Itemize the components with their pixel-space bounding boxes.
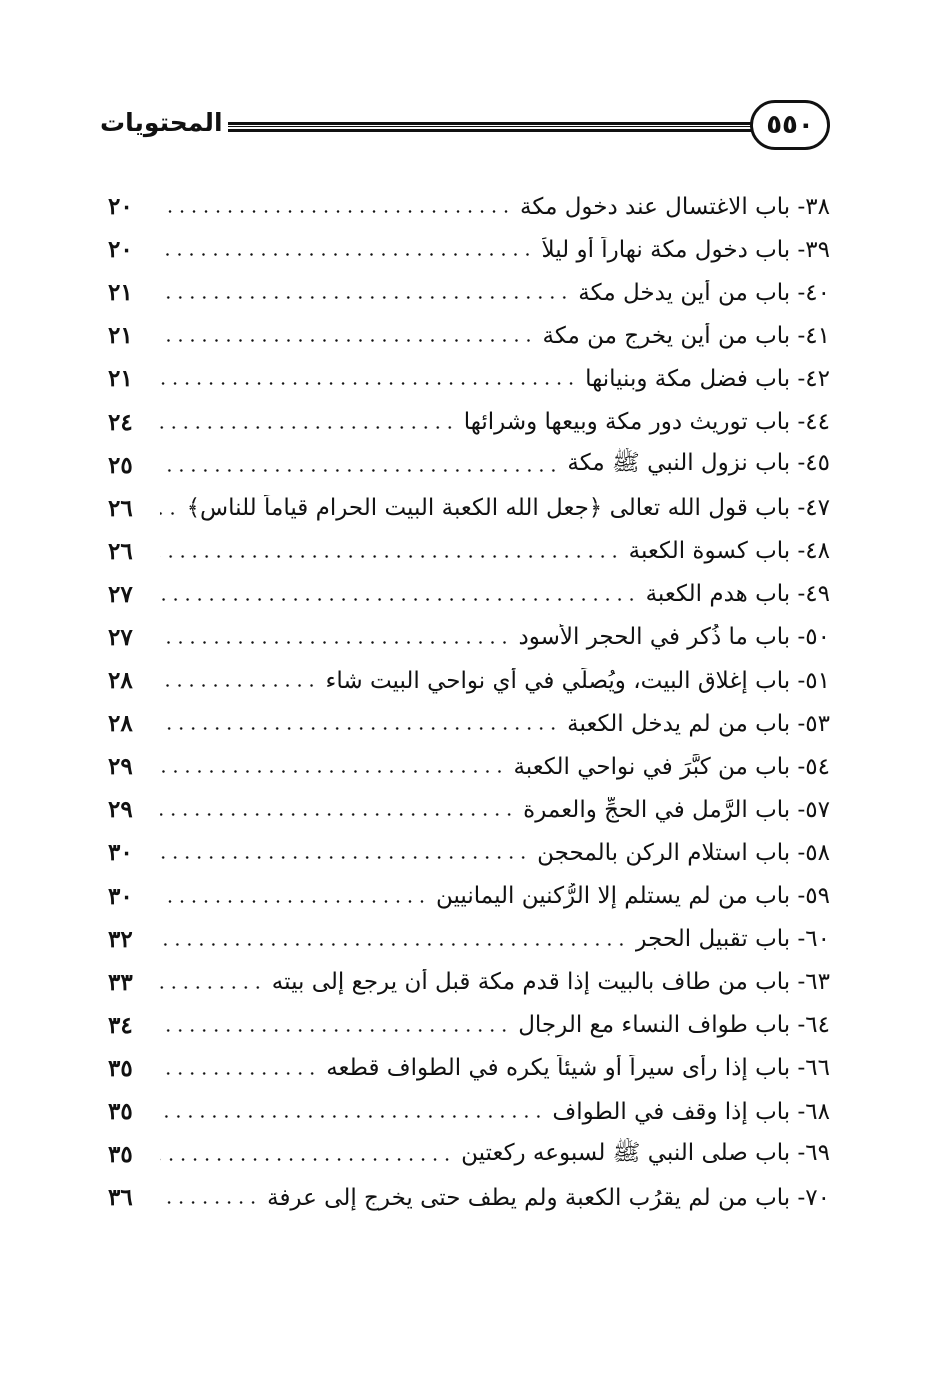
toc-entry bbox=[108, 400, 830, 443]
header-rule-inner bbox=[228, 126, 752, 127]
toc-entry-page: ٢٨ bbox=[108, 667, 133, 695]
dot-leader bbox=[160, 727, 559, 730]
toc-entry bbox=[108, 1047, 830, 1090]
toc-entry-title: ٤٨- باب كسوة الكعبة bbox=[628, 538, 830, 565]
toc-entry bbox=[108, 530, 830, 573]
toc-entry bbox=[108, 659, 830, 702]
toc-entry bbox=[108, 271, 830, 314]
toc-entry bbox=[108, 444, 830, 487]
dot-leader bbox=[160, 512, 179, 515]
dot-leader bbox=[160, 900, 428, 903]
toc-entry-page: ٣٠ bbox=[108, 839, 133, 867]
toc-entry-title: ٥٨- باب استلام الركن بالمحجن bbox=[537, 839, 830, 866]
toc-entry-title: ٥٤- باب من كبَّرَ في نواحي الكعبة bbox=[513, 753, 830, 780]
dot-leader bbox=[160, 684, 318, 687]
toc-entry-page: ٢٤ bbox=[108, 408, 133, 436]
toc-entry-page: ٢١ bbox=[108, 279, 133, 307]
toc-entry-page: ٢٦ bbox=[108, 537, 133, 565]
toc-entry-title: ٤٢- باب فضل مكة وبنيانها bbox=[585, 365, 830, 392]
toc-entry bbox=[108, 702, 830, 745]
toc-entry-title: ٣٩- باب دخول مكة نهاراً أو ليلاً bbox=[541, 236, 830, 263]
toc-entry bbox=[108, 314, 830, 357]
dot-leader bbox=[160, 1201, 259, 1204]
dot-leader bbox=[160, 598, 638, 601]
dot-leader bbox=[160, 469, 559, 472]
toc-entry-page: ٣٦ bbox=[108, 1184, 133, 1212]
toc-entry bbox=[108, 1133, 830, 1176]
dot-leader bbox=[160, 856, 529, 859]
toc-entry-title: ٤٤- باب توريث دور مكة وبيعها وشرائها bbox=[463, 409, 830, 436]
dot-leader bbox=[160, 210, 512, 213]
toc-entry-title: ٥٠- باب ما ذُكر في الحجر الأسود bbox=[518, 624, 830, 651]
dot-leader bbox=[160, 770, 505, 773]
dot-leader bbox=[160, 986, 264, 989]
header-rule bbox=[228, 122, 752, 132]
dot-leader bbox=[160, 1029, 510, 1032]
toc-entry-page: ٣٣ bbox=[108, 968, 133, 996]
toc-entry-page: ٣٥ bbox=[108, 1098, 133, 1126]
toc-entry bbox=[108, 831, 830, 874]
toc-entry-page: ٣٥ bbox=[108, 1141, 133, 1169]
toc-entry-title: ٤٩- باب هدم الكعبة bbox=[645, 581, 830, 608]
dot-leader bbox=[160, 943, 627, 946]
toc-entry-title: ٣٨- باب الاغتسال عند دخول مكة bbox=[520, 193, 830, 220]
dot-leader bbox=[160, 426, 456, 429]
toc-entry bbox=[108, 788, 830, 831]
toc-entry bbox=[108, 185, 830, 228]
toc-entry bbox=[108, 1176, 830, 1219]
toc-entry-title: ٤٧- باب قول الله تعالى ﴿جعل الله الكعبة البيت الحرام قياماً للناس﴾ bbox=[186, 495, 830, 522]
dot-leader bbox=[160, 1158, 453, 1161]
toc-entry-title: ٤٠- باب من أين يدخل مكة bbox=[578, 279, 830, 306]
toc-entry bbox=[108, 745, 830, 788]
toc-entry bbox=[108, 487, 830, 530]
dot-leader bbox=[160, 1072, 318, 1075]
toc-entry-page: ٢٠ bbox=[108, 193, 133, 221]
toc-entry-page: ٢١ bbox=[108, 365, 133, 393]
dot-leader bbox=[160, 382, 577, 385]
toc-entry-page: ٢٦ bbox=[108, 494, 133, 522]
toc-entry bbox=[108, 573, 830, 616]
toc-entry bbox=[108, 228, 830, 271]
toc-entry bbox=[108, 1004, 830, 1047]
toc-entry bbox=[108, 961, 830, 1004]
toc-entry-title: ٦٣- باب من طاف بالبيت إذا قدم مكة قبل أن يرجع إلى بيته bbox=[271, 969, 830, 996]
running-title: المحتويات bbox=[100, 108, 223, 137]
toc-entry-title: ٥٣- باب من لم يدخل الكعبة bbox=[567, 710, 830, 737]
contents-list bbox=[108, 185, 830, 1219]
dot-leader bbox=[160, 253, 534, 256]
toc-entry-page: ٢٥ bbox=[108, 451, 133, 479]
toc-entry bbox=[108, 357, 830, 400]
toc-entry-page: ٣٢ bbox=[108, 925, 133, 953]
toc-entry-page: ٢٨ bbox=[108, 710, 133, 738]
toc-entry-title: ٦٤- باب طواف النساء مع الرجال bbox=[518, 1012, 830, 1039]
toc-entry-page: ٢٧ bbox=[108, 623, 133, 651]
toc-entry-page: ٣٥ bbox=[108, 1054, 133, 1082]
toc-entry-title: ٤٥- باب نزول النبي ﷺ مكة bbox=[567, 450, 830, 477]
dot-leader bbox=[160, 813, 515, 816]
toc-entry bbox=[108, 1090, 830, 1133]
toc-entry-title: ٦٠- باب تقبيل الحجر bbox=[635, 926, 830, 953]
toc-entry-page: ٣٠ bbox=[108, 882, 133, 910]
toc-entry-title: ٧٠- باب من لم يقرُب الكعبة ولم يطف حتى يخرج إلى عرفة bbox=[267, 1184, 830, 1211]
toc-entry-title: ٥٧- باب الرَّمل في الحجِّ والعمرة bbox=[523, 796, 830, 823]
toc-entry-title: ٦٦- باب إذا رأى سيراً أو شيئاً يكره في الطواف قطعه bbox=[326, 1055, 830, 1082]
toc-entry-title: ٥١- باب إغلاق البيت، ويُصلِّي في أي نواحي البيت شاء bbox=[325, 667, 830, 694]
page-number-badge: ٥٥٠ bbox=[750, 100, 830, 150]
toc-entry-title: ٦٨- باب إذا وقف في الطواف bbox=[552, 1098, 830, 1125]
dot-leader bbox=[160, 296, 570, 299]
toc-entry-page: ٣٤ bbox=[108, 1011, 133, 1039]
dot-leader bbox=[160, 1115, 544, 1118]
toc-entry bbox=[108, 918, 830, 961]
toc-entry-title: ٤١- باب من أين يخرج من مكة bbox=[542, 322, 830, 349]
toc-entry-page: ٢١ bbox=[108, 322, 133, 350]
toc-entry-page: ٢٩ bbox=[108, 796, 133, 824]
toc-entry-title: ٦٩- باب صلى النبي ﷺ لسبوعه ركعتين bbox=[461, 1139, 830, 1166]
toc-entry bbox=[108, 616, 830, 659]
page-header bbox=[100, 100, 830, 156]
dot-leader bbox=[160, 641, 511, 644]
toc-entry-title: ٥٩- باب من لم يستلم إلا الرُّكنين اليمانيين bbox=[435, 883, 830, 910]
toc-entry-page: ٢٧ bbox=[108, 580, 133, 608]
dot-leader bbox=[160, 555, 621, 558]
toc-entry bbox=[108, 875, 830, 918]
dot-leader bbox=[160, 339, 534, 342]
toc-entry-page: ٢٩ bbox=[108, 753, 133, 781]
toc-entry-page: ٢٠ bbox=[108, 236, 133, 264]
